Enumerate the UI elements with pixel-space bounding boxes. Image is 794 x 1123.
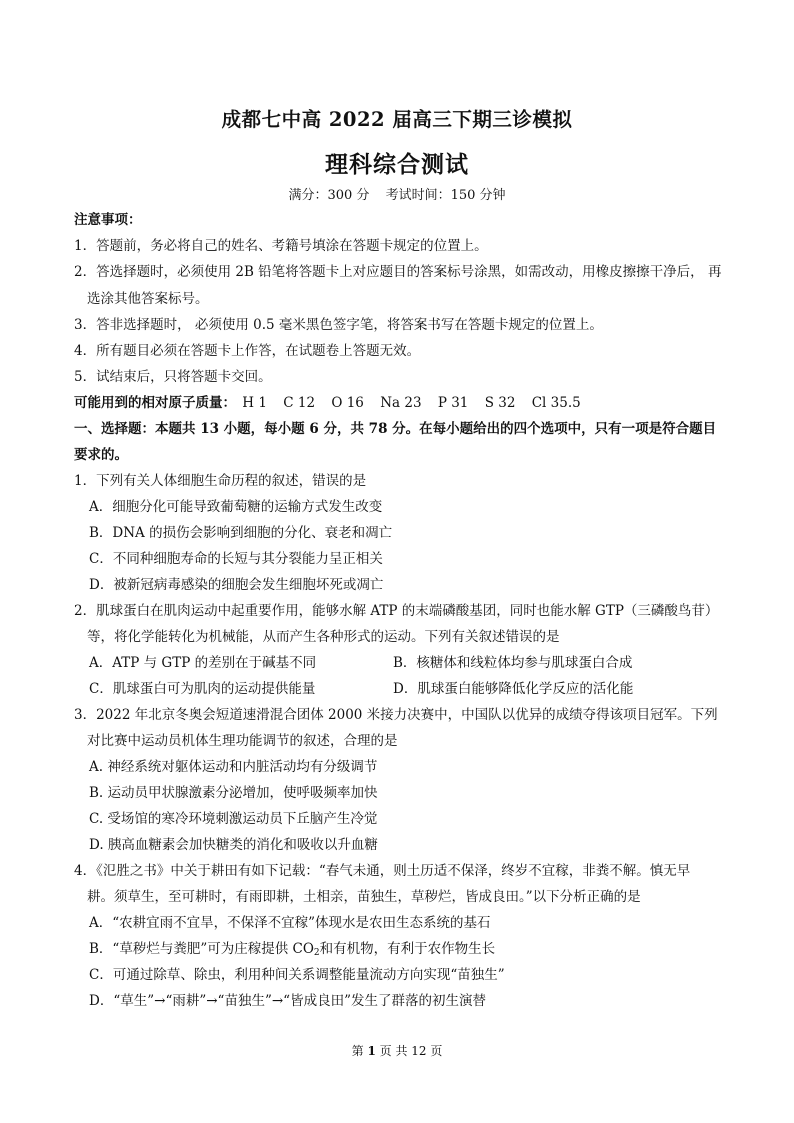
atomic-masses xyxy=(74,394,593,412)
full-score: 满分：300 分 xyxy=(288,188,370,203)
question-stem-continued: 等，将化学能转化为机械能，从而产生各种形式的运动。下列有关叙述错误的是 xyxy=(87,629,560,645)
footer-prefix: 第 xyxy=(351,1044,364,1058)
note-item: 5．试结束后，只将答题卡交回。 xyxy=(74,369,272,385)
question-stem: 3．2022 年北京冬奥会短道速滑混合团体 2000 米接力决赛中，中国队以优异的成绩夺得该项目冠军。下列 xyxy=(74,707,718,723)
atomic-mass: Cl 35.5 xyxy=(531,395,581,411)
option-a: A．“农耕宜雨不宜旱，不保泽不宜稼”体现水是农田生态系统的基石 xyxy=(89,915,491,931)
atomic-mass: Na 23 xyxy=(380,395,422,411)
atomic-masses-label: 可能用到的相对原子质量： xyxy=(74,395,236,411)
option-b: B．核糖体和线粒体均参与肌球蛋白合成 xyxy=(393,655,633,671)
atomic-mass: C 12 xyxy=(283,395,316,411)
exam-time: 考试时间：150 分钟 xyxy=(385,188,506,203)
footer-suffix: 页 xyxy=(430,1044,443,1058)
option-d: D．“草生”→“雨耕”→“苗独生”→“皆成良田”发生了群落的初生演替 xyxy=(89,993,486,1009)
option-c: C．可通过除草、除虫，利用种间关系调整能量流动方向实现“苗独生” xyxy=(89,967,505,983)
option-a: A. 神经系统对躯体运动和内脏活动均有分级调节 xyxy=(89,759,378,775)
note-item: 4．所有题目必须在答题卡上作答，在试题卷上答题无效。 xyxy=(74,343,421,359)
option-d: D．肌球蛋白能够降低化学反应的活化能 xyxy=(393,681,634,697)
option-c: C．不同种细胞寿命的长短与其分裂能力呈正相关 xyxy=(89,551,383,567)
option-b: B. 运动员甲状腺激素分泌增加，使呼吸频率加快 xyxy=(89,785,378,801)
option-b xyxy=(89,940,495,958)
page-total: 12 xyxy=(411,1044,427,1058)
option-b-text: B．“草秽烂与粪肥”可为庄稼提供 CO xyxy=(89,941,314,957)
footer-middle: 页 共 xyxy=(379,1044,408,1058)
option-d: D．被新冠病毒感染的细胞会发生细胞坏死或凋亡 xyxy=(89,577,384,593)
section-heading: 一、选择题：本题共 13 小题，每小题 6 分，共 78 分。在每小题给出的四个选项中，只有一项是符合题目 xyxy=(74,421,717,437)
question-stem: 2．肌球蛋白在肌肉运动中起重要作用，能够水解 ATP 的末端磷酸基团，同时也能水解 GTP（三磷酸鸟苷） xyxy=(74,603,719,619)
atomic-mass: O 16 xyxy=(331,395,364,411)
atomic-mass: S 32 xyxy=(484,395,516,411)
option-b: B．DNA 的损伤会影响到细胞的分化、衰老和凋亡 xyxy=(89,525,393,541)
section-heading-continued: 要求的。 xyxy=(74,447,128,463)
note-item: 1．答题前，务必将自己的姓名、考籍号填涂在答题卡规定的位置上。 xyxy=(74,238,488,254)
exam-title: 成都七中高 2022 届高三下期三诊模拟 xyxy=(221,108,573,131)
atomic-mass: H 1 xyxy=(242,395,267,411)
question-stem: 1．下列有关人体细胞生命历程的叙述，错误的是 xyxy=(74,473,367,489)
atomic-mass: P 31 xyxy=(437,395,469,411)
page-number: 1 xyxy=(367,1044,376,1058)
subscript: 2 xyxy=(313,948,320,958)
exam-subject: 理科综合测试 xyxy=(325,151,469,178)
question-stem-continued: 对比赛中运动员机体生理功能调节的叙述，合理的是 xyxy=(87,733,398,749)
page-footer xyxy=(0,1042,794,1059)
note-item: 2．答选择题时，必须使用 2B 铅笔将答题卡上对应题目的答案标号涂黑，如需改动，用橡皮擦擦干净后， 再 xyxy=(74,264,722,280)
note-item: 3．答非选择题时， 必须使用 0.5 毫米黑色签字笔，将答案书写在答题卡规定的位置上。 xyxy=(74,317,603,333)
exam-info xyxy=(0,184,794,203)
option-c: C. 受场馆的寒冷环境刺激运动员下丘脑产生冷觉 xyxy=(89,811,378,827)
notes-heading: 注意事项： xyxy=(74,212,142,228)
question-stem-continued: 耕。须草生，至可耕时，有雨即耕，土相亲，苗独生，草秽烂，皆成良田。”以下分析正确的是 xyxy=(87,889,641,905)
option-a: A．细胞分化可能导致葡萄糖的运输方式发生改变 xyxy=(89,499,383,515)
note-item-continued: 选涂其他答案标号。 xyxy=(87,291,209,307)
option-a: A．ATP 与 GTP 的差别在于碱基不同 xyxy=(89,655,317,671)
option-c: C．肌球蛋白可为肌肉的运动提供能量 xyxy=(89,681,316,697)
option-b-tail: 和有机物，有利于农作物生长 xyxy=(319,941,496,957)
question-stem: 4．《氾胜之书》中关于耕田有如下记载：“春气未通，则土历适不保泽，终岁不宜稼，非粪不解。慎无早 xyxy=(74,863,691,879)
option-d: D. 胰高血糖素会加快糖类的消化和吸收以升血糖 xyxy=(89,837,378,853)
